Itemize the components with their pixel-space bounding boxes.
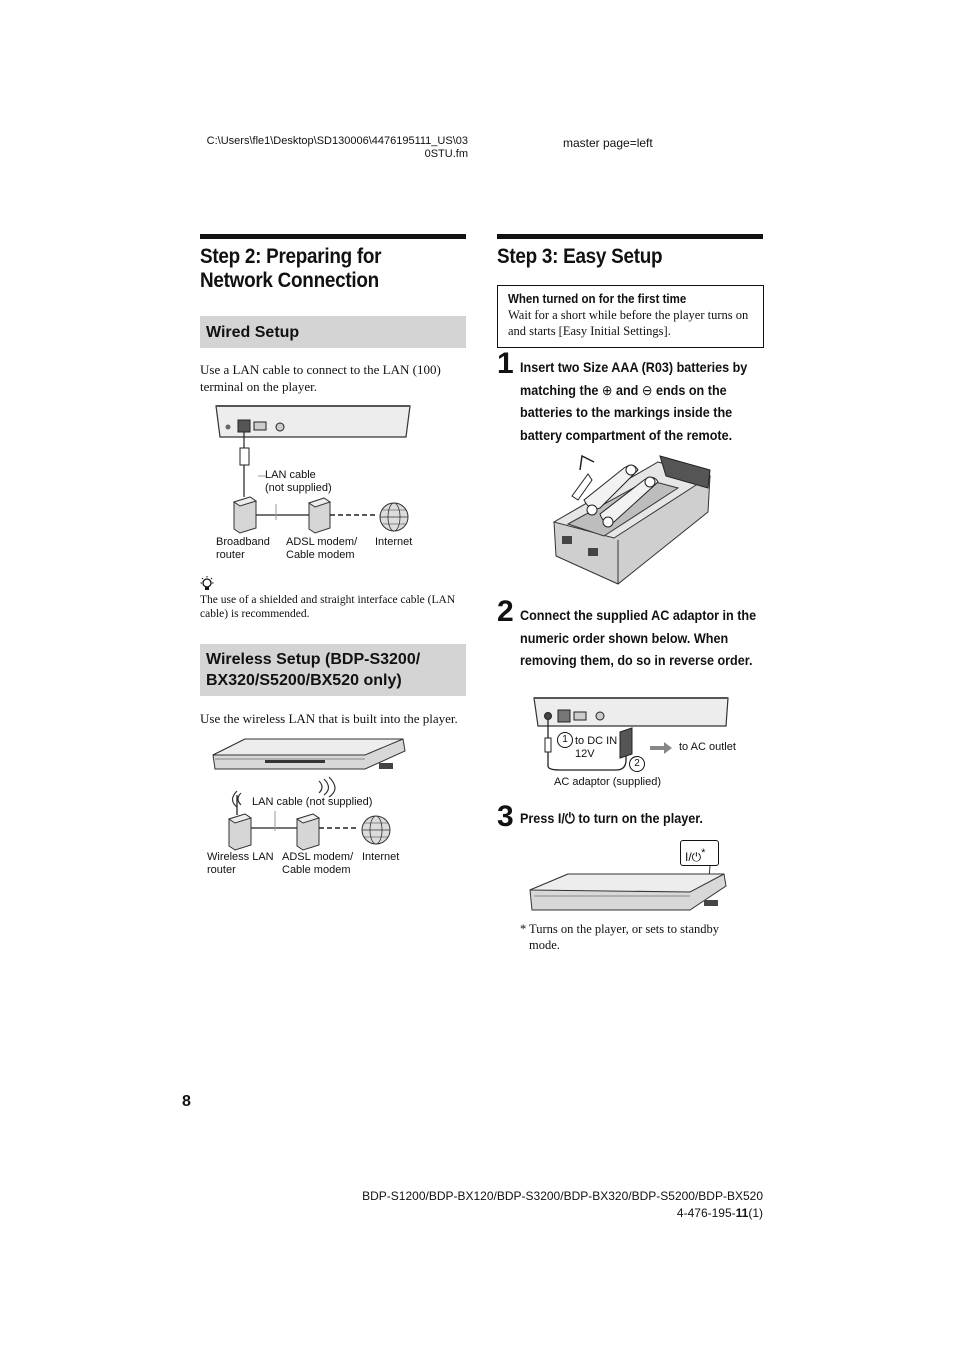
title-rule	[200, 234, 466, 239]
wired-setup-body: Use a LAN cable to connect to the LAN (100) terminal on the player.	[200, 362, 441, 394]
wireless-lan-cable-label: LAN cable (not supplied)	[252, 796, 373, 808]
step-1-text: Insert two Size AAA (R03) batteries by matching the ⊕ and ⊖ ends on the batteries to the markings inside the battery compartment of the remote.	[520, 359, 748, 443]
footnote-star: *	[520, 922, 527, 936]
wireless-router-label: Wireless LAN router	[207, 851, 274, 876]
wireless-setup-body: Use the wireless LAN that is built into the player.	[200, 711, 458, 726]
plus-symbol: ⊕	[601, 381, 613, 398]
step-3-number: 3	[497, 800, 514, 833]
internet-label: Internet	[375, 536, 413, 548]
first-time-note-box	[497, 285, 764, 348]
modem-label: ADSL modem/ Cable modem	[286, 536, 358, 561]
note-body: Wait for a short while before the player turns on and starts [Easy Initial Settings].	[508, 308, 749, 338]
power-button-callout: I/⏻*	[680, 840, 719, 866]
step-3-text: Press I/⏻ to turn on the player.	[520, 810, 703, 826]
circle-2-marker: 2	[629, 756, 645, 772]
remote-battery-illustration	[548, 452, 718, 592]
model-list: BDP-S1200/BDP-BX120/BDP-S3200/BDP-BX320/BDP-S5200/BDP-BX520	[362, 1189, 763, 1203]
master-page-label: master page=left	[563, 136, 653, 150]
page-title-step2: Step 2: Preparing for Network Connection	[200, 245, 382, 292]
step-2-text: Connect the supplied AC adaptor in the numeric order shown below. When removing them, do so in reverse order.	[520, 607, 757, 668]
title-rule-right	[497, 234, 763, 239]
page-number: 8	[182, 1093, 191, 1110]
ac-adaptor-label: AC adaptor (supplied)	[554, 776, 662, 788]
note-heading: When turned on for the first time	[508, 292, 687, 306]
wireless-internet-label: Internet	[362, 851, 400, 863]
wired-setup-heading: Wired Setup	[200, 316, 466, 348]
broadband-router-label: Broadband router	[216, 536, 270, 561]
wireless-diagram	[205, 735, 425, 855]
document-code: 4-476-195-11(1)	[676, 1206, 763, 1220]
lan-cable-label: LAN cable (not supplied)	[265, 469, 332, 494]
to-dc-in-label: to DC IN 12V	[575, 735, 618, 760]
page-title-step3: Step 3: Easy Setup	[497, 245, 663, 268]
file-path: C:\Users\fle1\Desktop\SD130006\4476195111_US\03 0STU.fm	[206, 135, 468, 160]
wireless-setup-heading: Wireless Setup (BDP-S3200/ BX320/S5200/BX520 only)	[200, 644, 466, 696]
player-front-illustration	[528, 866, 730, 916]
tip-text: The use of a shielded and straight interface cable (LAN cable) is recommended.	[200, 594, 456, 620]
wireless-modem-label: ADSL modem/ Cable modem	[282, 851, 354, 876]
footnote-text: Turns on the player, or sets to standby mode.	[529, 922, 719, 952]
power-icon: I/⏻	[557, 810, 575, 826]
to-ac-outlet-label: to AC outlet	[679, 741, 736, 753]
step-1-number: 1	[497, 347, 514, 380]
step-2-number: 2	[497, 595, 514, 628]
lightbulb-icon	[200, 576, 214, 592]
circle-1-marker: 1	[557, 732, 573, 748]
minus-symbol: ⊖	[641, 381, 653, 398]
